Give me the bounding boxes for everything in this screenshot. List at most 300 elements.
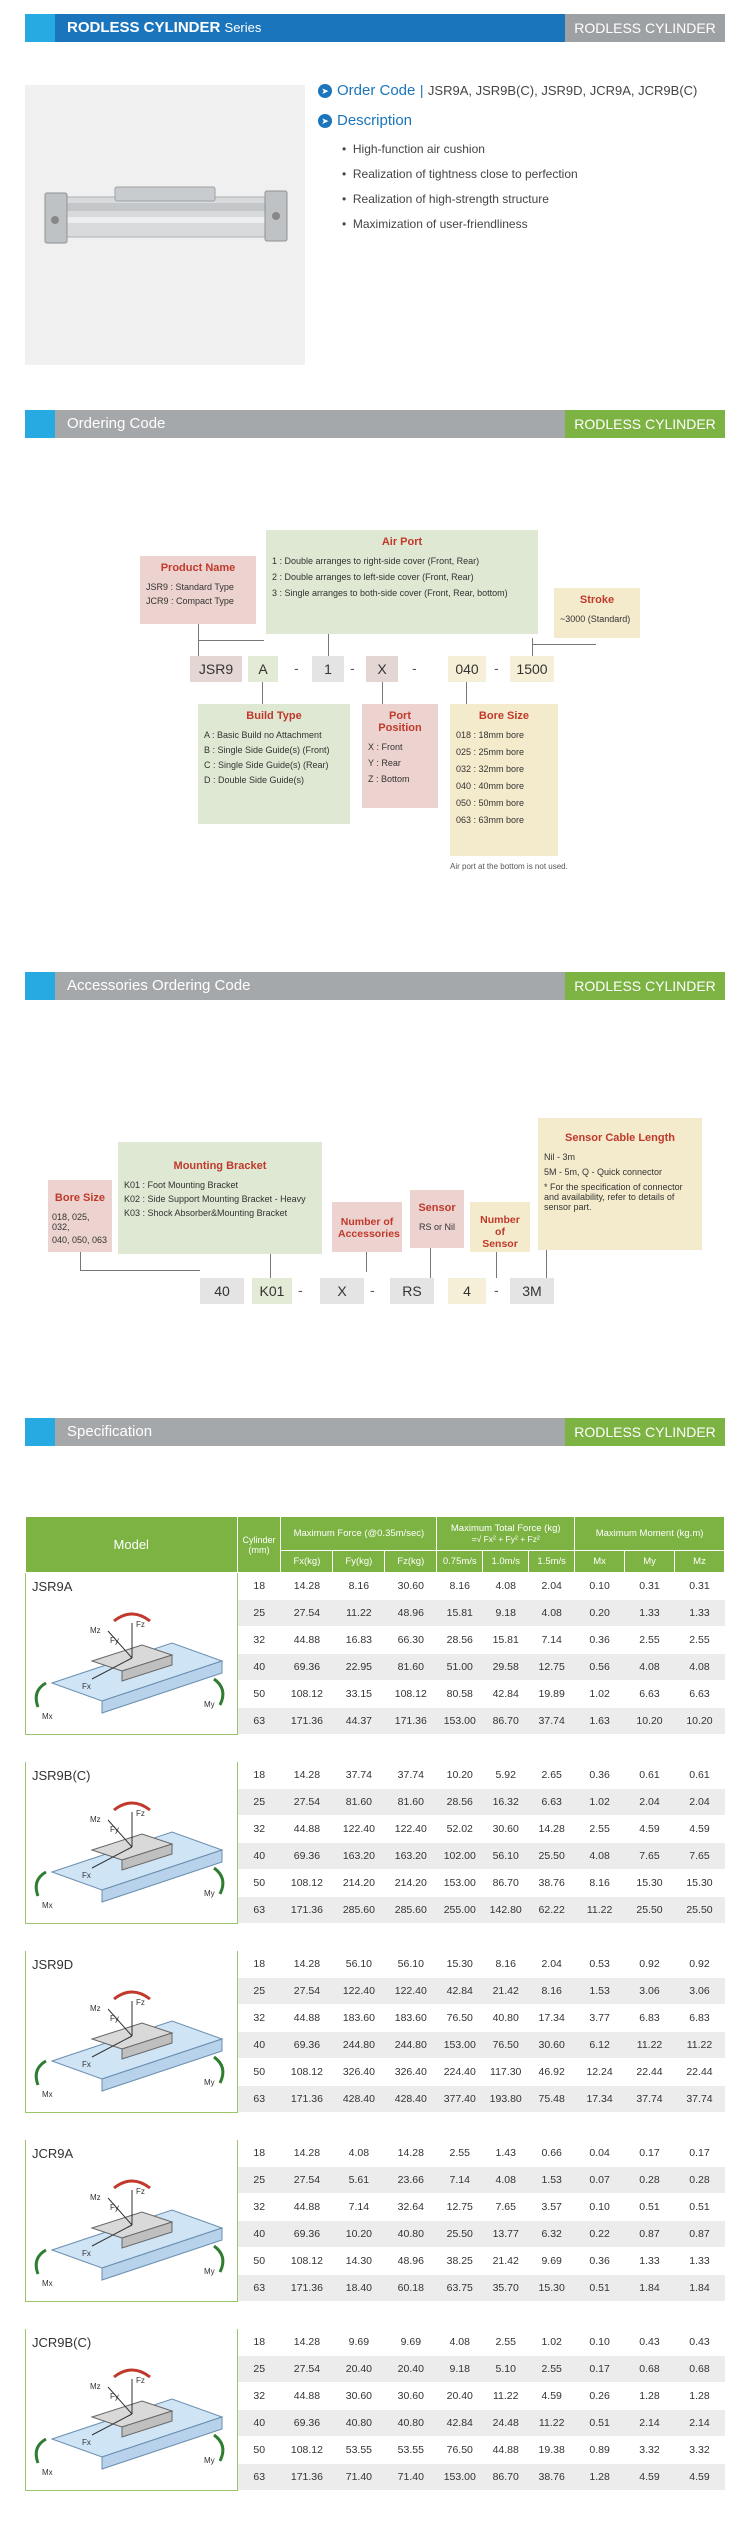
value-cell: 4.08 — [625, 1654, 675, 1681]
value-cell: 60.18 — [385, 2275, 437, 2302]
value-cell: 1.84 — [625, 2275, 675, 2302]
value-cell: 285.60 — [385, 1897, 437, 1924]
value-cell: 14.28 — [281, 1573, 333, 1600]
value-cell: 0.61 — [674, 1762, 724, 1789]
value-cell: 0.10 — [575, 2329, 625, 2356]
value-cell: 1.84 — [674, 2275, 724, 2302]
value-cell: 11.22 — [674, 2032, 724, 2059]
value-cell: 3.77 — [575, 2005, 625, 2032]
code-product: JSR9 — [190, 656, 242, 682]
label-mx: Mx — [42, 2279, 53, 2288]
cylinder-cell: 25 — [237, 2356, 281, 2383]
value-cell: 117.30 — [483, 2059, 529, 2086]
value-cell: 27.54 — [281, 2167, 333, 2194]
value-cell: 0.51 — [625, 2194, 675, 2221]
value-cell: 40.80 — [385, 2410, 437, 2437]
sub-header-10: 1.0m/s — [483, 1551, 529, 1573]
value-cell: 25.50 — [625, 1897, 675, 1924]
label-mx: Mx — [42, 1712, 53, 1721]
value-cell: 76.50 — [437, 2437, 483, 2464]
value-cell: 0.36 — [575, 2248, 625, 2275]
value-cell: 46.92 — [529, 2059, 575, 2086]
mounting-line: K03 : Shock Absorber&Mounting Bracket — [124, 1208, 288, 1218]
mounting-title: Mounting Bracket — [173, 1160, 267, 1172]
value-cell: 14.28 — [281, 2329, 333, 2356]
value-cell: 15.81 — [483, 1627, 529, 1654]
cylinder-cell: 18 — [237, 1762, 281, 1789]
sub-header-fz: Fz(kg) — [385, 1551, 437, 1573]
value-cell: 171.36 — [281, 2275, 333, 2302]
value-cell: 14.28 — [281, 1951, 333, 1978]
cylinder-cell: 63 — [237, 2086, 281, 2113]
air-port-box — [266, 530, 538, 634]
value-cell: 12.24 — [575, 2059, 625, 2086]
value-cell: 163.20 — [333, 1843, 385, 1870]
value-cell: 69.36 — [281, 1654, 333, 1681]
air-port-title: Air Port — [381, 536, 423, 548]
value-cell: 5.61 — [333, 2167, 385, 2194]
label-fz: Fz — [136, 1620, 145, 1629]
force-diagram — [32, 1792, 232, 1912]
label-my: My — [204, 2078, 215, 2087]
value-cell: 4.08 — [483, 2167, 529, 2194]
cylinder-cell: 25 — [237, 1789, 281, 1816]
cylinder-cell: 18 — [237, 2329, 281, 2356]
value-cell: 2.04 — [625, 1789, 675, 1816]
value-cell: 28.56 — [437, 1789, 483, 1816]
value-cell: 224.40 — [437, 2059, 483, 2086]
value-cell: 0.56 — [575, 1654, 625, 1681]
connector-line — [382, 682, 383, 704]
label-fy: Fy — [110, 2392, 119, 2401]
value-cell: 171.36 — [281, 1708, 333, 1735]
model-cell — [26, 2329, 238, 2491]
label-fz: Fz — [136, 2187, 145, 2196]
value-cell: 76.50 — [437, 2005, 483, 2032]
value-cell: 214.20 — [333, 1870, 385, 1897]
value-cell: 44.37 — [333, 1708, 385, 1735]
header-max-force: Maximum Force (@0.35m/sec) — [281, 1517, 437, 1551]
label-fx: Fx — [82, 1871, 91, 1880]
value-cell: 80.58 — [437, 1681, 483, 1708]
code-dash: - — [294, 660, 299, 676]
series-title: RODLESS CYLINDER Series — [55, 14, 565, 42]
table-row — [26, 1573, 725, 1600]
value-cell: 5.10 — [483, 2356, 529, 2383]
value-cell: 3.57 — [529, 2194, 575, 2221]
value-cell: 285.60 — [333, 1897, 385, 1924]
value-cell: 2.65 — [529, 1762, 575, 1789]
connector-line — [532, 644, 596, 645]
model-cell — [26, 1762, 238, 1924]
connector-line — [532, 638, 533, 656]
ordering-code-tag: RODLESS CYLINDER — [565, 410, 725, 438]
product-name-title: Product Name — [160, 562, 236, 574]
cable-line: 5M - 5m, Q - Quick connector — [544, 1167, 663, 1177]
acc-code-sensor: RS — [390, 1278, 434, 1304]
value-cell: 30.60 — [483, 1816, 529, 1843]
value-cell: 0.10 — [575, 1573, 625, 1600]
value-cell: 0.61 — [625, 1762, 675, 1789]
value-cell: 0.51 — [575, 2275, 625, 2302]
code-dash: - — [298, 1282, 303, 1298]
value-cell: 38.76 — [529, 2464, 575, 2491]
code-dash: - — [350, 660, 355, 676]
label-fx: Fx — [82, 2438, 91, 2447]
num-accessories-box — [332, 1202, 402, 1252]
value-cell: 214.20 — [385, 1870, 437, 1897]
description-list — [342, 142, 578, 231]
value-cell: 0.17 — [575, 2356, 625, 2383]
value-cell: 153.00 — [437, 2032, 483, 2059]
value-cell: 0.31 — [674, 1573, 724, 1600]
model-separator — [26, 1924, 725, 1951]
value-cell: 122.40 — [333, 1978, 385, 2005]
value-cell: 2.04 — [674, 1789, 724, 1816]
value-cell: 10.20 — [625, 1708, 675, 1735]
label-fy: Fy — [110, 2203, 119, 2212]
cylinder-cell: 40 — [237, 1654, 281, 1681]
sub-header-15: 1.5m/s — [529, 1551, 575, 1573]
description-item: • Maximization of user-friendliness — [342, 217, 528, 231]
connector-line — [198, 640, 264, 641]
value-cell: 37.74 — [385, 1762, 437, 1789]
label-mx: Mx — [42, 1901, 53, 1910]
model-cell — [26, 1573, 238, 1735]
value-cell: 17.34 — [575, 2086, 625, 2113]
value-cell: 2.04 — [529, 1951, 575, 1978]
value-cell: 1.53 — [575, 1978, 625, 2005]
value-cell: 20.40 — [437, 2383, 483, 2410]
specification-bar — [25, 1418, 725, 1446]
value-cell: 153.00 — [437, 1870, 483, 1897]
value-cell: 24.48 — [483, 2410, 529, 2437]
value-cell: 0.87 — [674, 2221, 724, 2248]
value-cell: 14.28 — [385, 2140, 437, 2167]
value-cell: 9.18 — [437, 2356, 483, 2383]
label-my: My — [204, 2456, 215, 2465]
num-acc-title: Number of Accessories — [338, 1216, 400, 1240]
value-cell: 25.50 — [437, 2221, 483, 2248]
value-cell: 4.08 — [575, 1843, 625, 1870]
stroke-box — [554, 588, 640, 638]
value-cell: 2.55 — [529, 2356, 575, 2383]
label-fy: Fy — [110, 2014, 119, 2023]
value-cell: 20.40 — [385, 2356, 437, 2383]
value-cell: 2.55 — [575, 1816, 625, 1843]
value-cell: 62.22 — [529, 1897, 575, 1924]
value-cell: 108.12 — [281, 2437, 333, 2464]
bore-size-line: 025 : 25mm bore — [456, 747, 525, 757]
value-cell: 14.30 — [333, 2248, 385, 2275]
acc-bore-line: 018, 025, 032, — [52, 1212, 90, 1232]
value-cell: 15.30 — [529, 2275, 575, 2302]
value-cell: 10.20 — [333, 2221, 385, 2248]
value-cell: 2.55 — [437, 2140, 483, 2167]
value-cell: 37.74 — [674, 2086, 724, 2113]
header-cylinder: Cylinder (mm) — [237, 1517, 281, 1573]
build-type-box — [198, 704, 350, 824]
value-cell: 4.08 — [529, 1600, 575, 1627]
value-cell: 27.54 — [281, 1789, 333, 1816]
value-cell: 15.30 — [674, 1870, 724, 1897]
value-cell: 4.08 — [674, 1654, 724, 1681]
label-mx: Mx — [42, 2090, 53, 2099]
value-cell: 1.43 — [483, 2140, 529, 2167]
value-cell: 1.33 — [674, 2248, 724, 2275]
label-fx: Fx — [82, 1682, 91, 1691]
value-cell: 0.36 — [575, 1627, 625, 1654]
value-cell: 0.43 — [674, 2329, 724, 2356]
mounting-line: K02 : Side Support Mounting Bracket - Heavy — [124, 1194, 306, 1204]
ordering-code-bar — [25, 410, 725, 438]
sub-header-fy: Fy(kg) — [333, 1551, 385, 1573]
product-image — [25, 85, 305, 365]
value-cell: 37.74 — [333, 1762, 385, 1789]
value-cell: 1.02 — [529, 2329, 575, 2356]
code-airport: 1 — [312, 656, 344, 682]
bore-size-line: 018 : 18mm bore — [456, 730, 525, 740]
value-cell: 35.70 — [483, 2275, 529, 2302]
cylinder-cell: 50 — [237, 2059, 281, 2086]
value-cell: 40.80 — [483, 2005, 529, 2032]
value-cell: 7.14 — [529, 1627, 575, 1654]
specification-tag: RODLESS CYLINDER — [565, 1418, 725, 1446]
value-cell: 23.66 — [385, 2167, 437, 2194]
value-cell: 19.89 — [529, 1681, 575, 1708]
cylinder-cell: 32 — [237, 2383, 281, 2410]
value-cell: 48.96 — [385, 1600, 437, 1627]
model-name: JSR9A — [32, 1579, 73, 1594]
value-cell: 27.54 — [281, 1600, 333, 1627]
bar-accent — [25, 410, 55, 438]
table-row — [26, 1762, 725, 1789]
value-cell: 15.81 — [437, 1600, 483, 1627]
value-cell: 4.59 — [674, 1816, 724, 1843]
connector-line — [80, 1252, 81, 1270]
value-cell: 7.65 — [674, 1843, 724, 1870]
air-port-line: 1 : Double arranges to right-side cover (Front, Rear) — [272, 556, 480, 566]
model-separator — [26, 2113, 725, 2140]
value-cell: 6.83 — [674, 2005, 724, 2032]
value-cell: 108.12 — [281, 2059, 333, 2086]
mounting-box — [118, 1142, 322, 1254]
value-cell: 71.40 — [385, 2464, 437, 2491]
port-position-box — [362, 704, 438, 808]
cylinder-cell: 32 — [237, 1816, 281, 1843]
value-cell: 171.36 — [281, 1897, 333, 1924]
value-cell: 12.75 — [437, 2194, 483, 2221]
value-cell: 44.88 — [281, 2194, 333, 2221]
cylinder-cell: 18 — [237, 1951, 281, 1978]
description-item: • Realization of tightness close to perfection — [342, 167, 578, 181]
model-name: JCR9A — [32, 2146, 74, 2161]
connector-line — [496, 1252, 497, 1278]
value-cell: 377.40 — [437, 2086, 483, 2113]
code-dash: - — [412, 660, 417, 676]
value-cell: 42.84 — [483, 1681, 529, 1708]
value-cell: 1.33 — [625, 2248, 675, 2275]
value-cell: 44.88 — [483, 2437, 529, 2464]
value-cell: 163.20 — [385, 1843, 437, 1870]
value-cell: 53.55 — [385, 2437, 437, 2464]
value-cell: 0.51 — [575, 2410, 625, 2437]
acc-code-bore: 40 — [200, 1278, 244, 1304]
acc-code-mount: K01 — [252, 1278, 292, 1304]
value-cell: 69.36 — [281, 2032, 333, 2059]
sub-header-fx: Fx(kg) — [281, 1551, 333, 1573]
value-cell: 2.55 — [625, 1627, 675, 1654]
value-cell: 6.63 — [674, 1681, 724, 1708]
value-cell: 2.14 — [625, 2410, 675, 2437]
label-mz: Mz — [90, 2004, 101, 2013]
value-cell: 18.40 — [333, 2275, 385, 2302]
label-my: My — [204, 1889, 215, 1898]
value-cell: 183.60 — [385, 2005, 437, 2032]
label-fy: Fy — [110, 1825, 119, 1834]
port-position-title: Port Position — [378, 710, 422, 734]
value-cell: 8.16 — [529, 1978, 575, 2005]
acc-bore-title: Bore Size — [54, 1192, 106, 1204]
series-header — [25, 14, 725, 42]
value-cell: 1.28 — [674, 2383, 724, 2410]
air-port-line: 2 : Double arranges to left-side cover (Front, Rear) — [272, 572, 474, 582]
connector-line — [80, 1270, 200, 1271]
value-cell: 15.30 — [625, 1870, 675, 1897]
value-cell: 10.20 — [437, 1762, 483, 1789]
value-cell: 69.36 — [281, 2410, 333, 2437]
value-cell: 15.30 — [437, 1951, 483, 1978]
value-cell: 0.66 — [529, 2140, 575, 2167]
value-cell: 22.44 — [625, 2059, 675, 2086]
value-cell: 12.75 — [529, 1654, 575, 1681]
cylinder-cell: 32 — [237, 2005, 281, 2032]
value-cell: 44.88 — [281, 2383, 333, 2410]
value-cell: 1.63 — [575, 1708, 625, 1735]
value-cell: 3.06 — [674, 1978, 724, 2005]
header-model: Model — [26, 1517, 238, 1573]
table-row — [26, 2329, 725, 2356]
sensor-box — [410, 1190, 464, 1248]
value-cell: 2.14 — [674, 2410, 724, 2437]
value-cell: 171.36 — [385, 1708, 437, 1735]
value-cell: 42.84 — [437, 1978, 483, 2005]
mounting-line: K01 : Foot Mounting Bracket — [124, 1180, 239, 1190]
value-cell: 56.10 — [483, 1843, 529, 1870]
cylinder-cell: 25 — [237, 2167, 281, 2194]
value-cell: 0.51 — [674, 2194, 724, 2221]
value-cell: 11.22 — [333, 1600, 385, 1627]
cylinder-cell: 63 — [237, 2464, 281, 2491]
code-port: X — [366, 656, 398, 682]
value-cell: 6.83 — [625, 2005, 675, 2032]
sensor-line: RS or Nil — [418, 1222, 455, 1232]
build-type-title: Build Type — [246, 710, 302, 722]
value-cell: 69.36 — [281, 2221, 333, 2248]
order-code-separator: | — [419, 82, 424, 98]
value-cell: 4.08 — [333, 2140, 385, 2167]
value-cell: 0.43 — [625, 2329, 675, 2356]
accessories-tag: RODLESS CYLINDER — [565, 972, 725, 1000]
label-fz: Fz — [136, 1809, 145, 1818]
value-cell: 3.32 — [674, 2437, 724, 2464]
cylinder-cell: 18 — [237, 2140, 281, 2167]
value-cell: 81.60 — [333, 1789, 385, 1816]
connector-line — [270, 1254, 271, 1278]
stroke-line: ~3000 (Standard) — [560, 614, 631, 624]
value-cell: 1.02 — [575, 1789, 625, 1816]
value-cell: 11.22 — [625, 2032, 675, 2059]
build-type-line: D : Double Side Guide(s) — [204, 775, 305, 785]
value-cell: 0.92 — [674, 1951, 724, 1978]
value-cell: 28.56 — [437, 1627, 483, 1654]
value-cell: 11.22 — [529, 2410, 575, 2437]
value-cell: 171.36 — [281, 2464, 333, 2491]
value-cell: 142.80 — [483, 1897, 529, 1924]
value-cell: 86.70 — [483, 1708, 529, 1735]
ordering-note: Air port at the bottom is not used. — [450, 862, 568, 871]
value-cell: 44.88 — [281, 1816, 333, 1843]
model-name: JSR9D — [32, 1957, 74, 1972]
value-cell: 13.77 — [483, 2221, 529, 2248]
value-cell: 108.12 — [281, 2248, 333, 2275]
cylinder-cell: 50 — [237, 1870, 281, 1897]
value-cell: 4.59 — [529, 2383, 575, 2410]
build-type-line: A : Basic Build no Attachment — [204, 730, 322, 740]
value-cell: 1.53 — [529, 2167, 575, 2194]
value-cell: 2.55 — [483, 2329, 529, 2356]
code-bore: 040 — [448, 656, 486, 682]
code-build: A — [248, 656, 278, 682]
arrow-circle-icon: ➤ — [318, 84, 332, 98]
value-cell: 21.42 — [483, 2248, 529, 2275]
label-mz: Mz — [90, 1815, 101, 1824]
value-cell: 27.54 — [281, 2356, 333, 2383]
product-name-box — [140, 556, 256, 624]
acc-bore-line: 040, 050, 063 — [52, 1235, 108, 1245]
value-cell: 81.60 — [385, 1654, 437, 1681]
connector-line — [466, 682, 467, 704]
value-cell: 17.34 — [529, 2005, 575, 2032]
value-cell: 0.92 — [625, 1951, 675, 1978]
order-codes: JSR9A, JSR9B(C), JSR9D, JCR9A, JCR9B(C) — [427, 83, 698, 98]
value-cell: 56.10 — [385, 1951, 437, 1978]
bore-size-box — [450, 704, 558, 856]
value-cell: 10.20 — [674, 1708, 724, 1735]
label-my: My — [204, 2267, 215, 2276]
cable-line: * For the specification of connector and availability, refer to details of sensor part. — [544, 1182, 683, 1212]
product-name-line: JSR9 : Standard Type — [146, 582, 234, 592]
description-head — [318, 112, 412, 130]
connector-line — [328, 634, 329, 656]
value-cell: 25.50 — [674, 1897, 724, 1924]
value-cell: 33.15 — [333, 1681, 385, 1708]
value-cell: 51.00 — [437, 1654, 483, 1681]
sub-header-mz: Mz — [674, 1551, 724, 1573]
value-cell: 6.63 — [625, 1681, 675, 1708]
value-cell: 9.69 — [529, 2248, 575, 2275]
cylinder-cell: 40 — [237, 2032, 281, 2059]
value-cell: 71.40 — [333, 2464, 385, 2491]
value-cell: 29.58 — [483, 1654, 529, 1681]
bar-accent — [25, 972, 55, 1000]
value-cell: 16.83 — [333, 1627, 385, 1654]
spec-body — [26, 1573, 725, 2491]
model-name: JCR9B(C) — [32, 2335, 92, 2350]
value-cell: 11.22 — [483, 2383, 529, 2410]
value-cell: 4.59 — [674, 2464, 724, 2491]
accessories-bar — [25, 972, 725, 1000]
